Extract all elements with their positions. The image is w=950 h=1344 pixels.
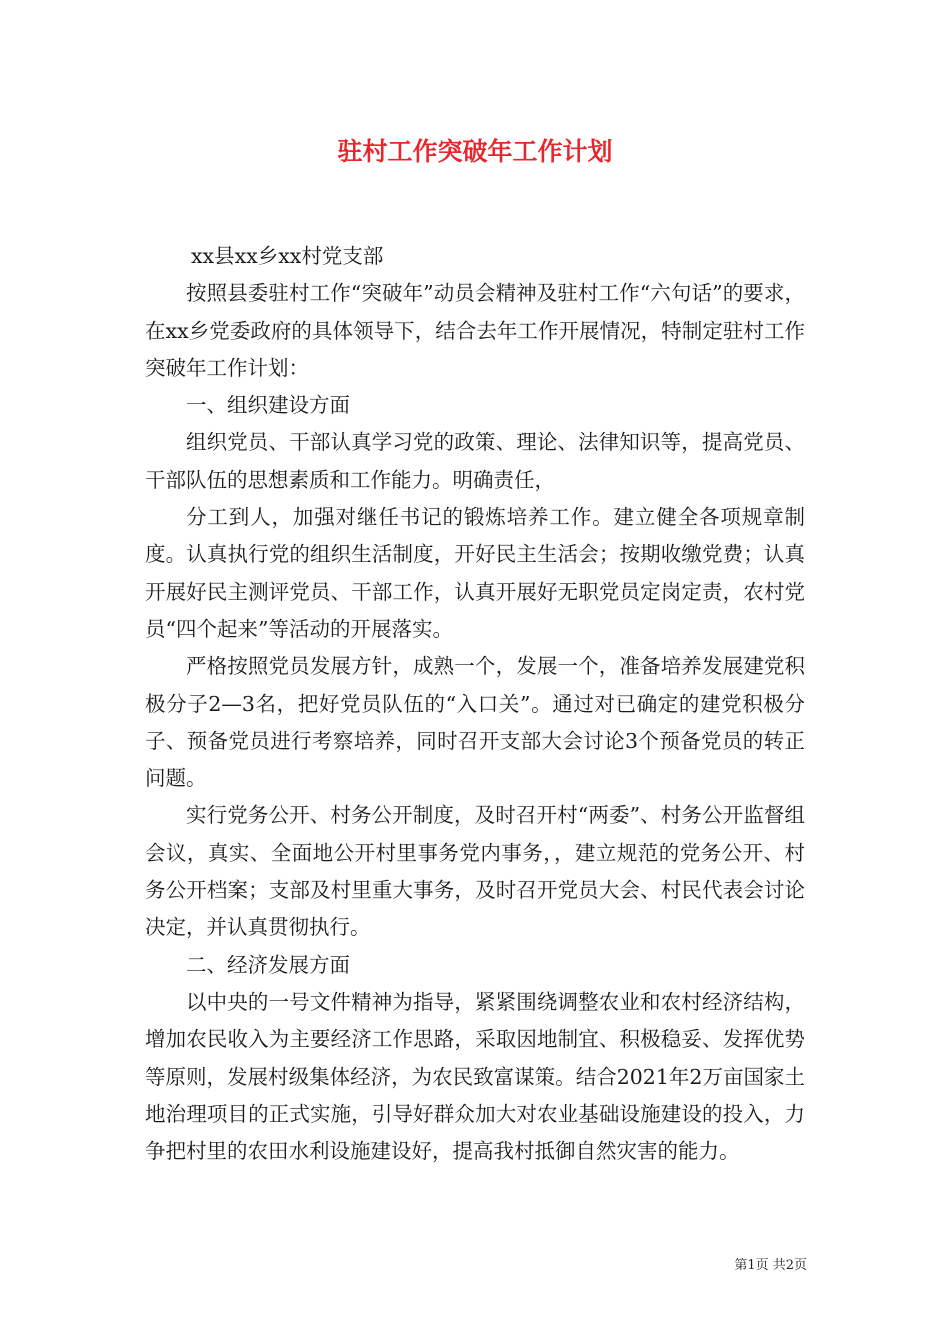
document-title: 驻村工作突破年工作计划 <box>337 137 613 166</box>
paragraph-responsibility: 分工到人，加强对继任书记的锻炼培养工作。建立健全各项规章制度。认真执行党的组织生活制度，开好民主生活会；按期收缴党费；认真开展好民主测评党员、干部工作，认真开展好无职党员定岗定责，农村党员“四个起来”等活动的开展落实。 <box>145 505 805 641</box>
organization-line: xx县xx乡xx村党支部 <box>191 244 384 268</box>
paragraph-intro: 按照县委驻村工作“突破年”动员会精神及驻村工作“六句话”的要求，在xx乡党委政府的具体领导下，结合去年工作开展情况，特制定驻村工作突破年工作计划： <box>145 281 805 380</box>
section-heading-economy: 二、经济发展方面 <box>186 952 350 977</box>
page-indicator: 第1页 共2页 <box>734 1258 807 1273</box>
section-heading-organization: 一、组织建设方面 <box>186 393 350 418</box>
paragraph-transparency: 实行党务公开、村务公开制度，及时召开村“两委”、村务公开监督组会议，真实、全面地公开村里事务党内事务，，建立规范的党务公开、村务公开档案；支部及村里重大事务，及时召开党员大会、村民代表会讨论决定，并认真贯彻执行。 <box>145 803 805 940</box>
document-body <box>145 238 805 1170</box>
paragraph-study: 组织党员、干部认真学习党的政策、理论、法律知识等，提高党员、干部队伍的思想素质和工作能力。明确责任， <box>145 430 805 492</box>
paragraph-member-development: 严格按照党员发展方针，成熟一个，发展一个，准备培养发展建党积极分子2—3名，把好党员队伍的“入口关”。通过对已确定的建党积极分子、预备党员进行考察培养，同时召开支部大会讨论3个预备党员的转正问题。 <box>145 654 805 791</box>
paragraph-economy: 以中央的一号文件精神为指导，紧紧围绕调整农业和农村经济结构，增加农民收入为主要经济工作思路，采取因地制宜、积极稳妥、发挥优势等原则，发展村级集体经济，为农民致富谋策。结合2021年2万亩国家土地治理项目的正式实施，引导好群众加大对农业基础设施建设的投入，力争把村里的农田水利设施建设好，提高我村抵御自然灾害的能力。 <box>145 989 805 1164</box>
